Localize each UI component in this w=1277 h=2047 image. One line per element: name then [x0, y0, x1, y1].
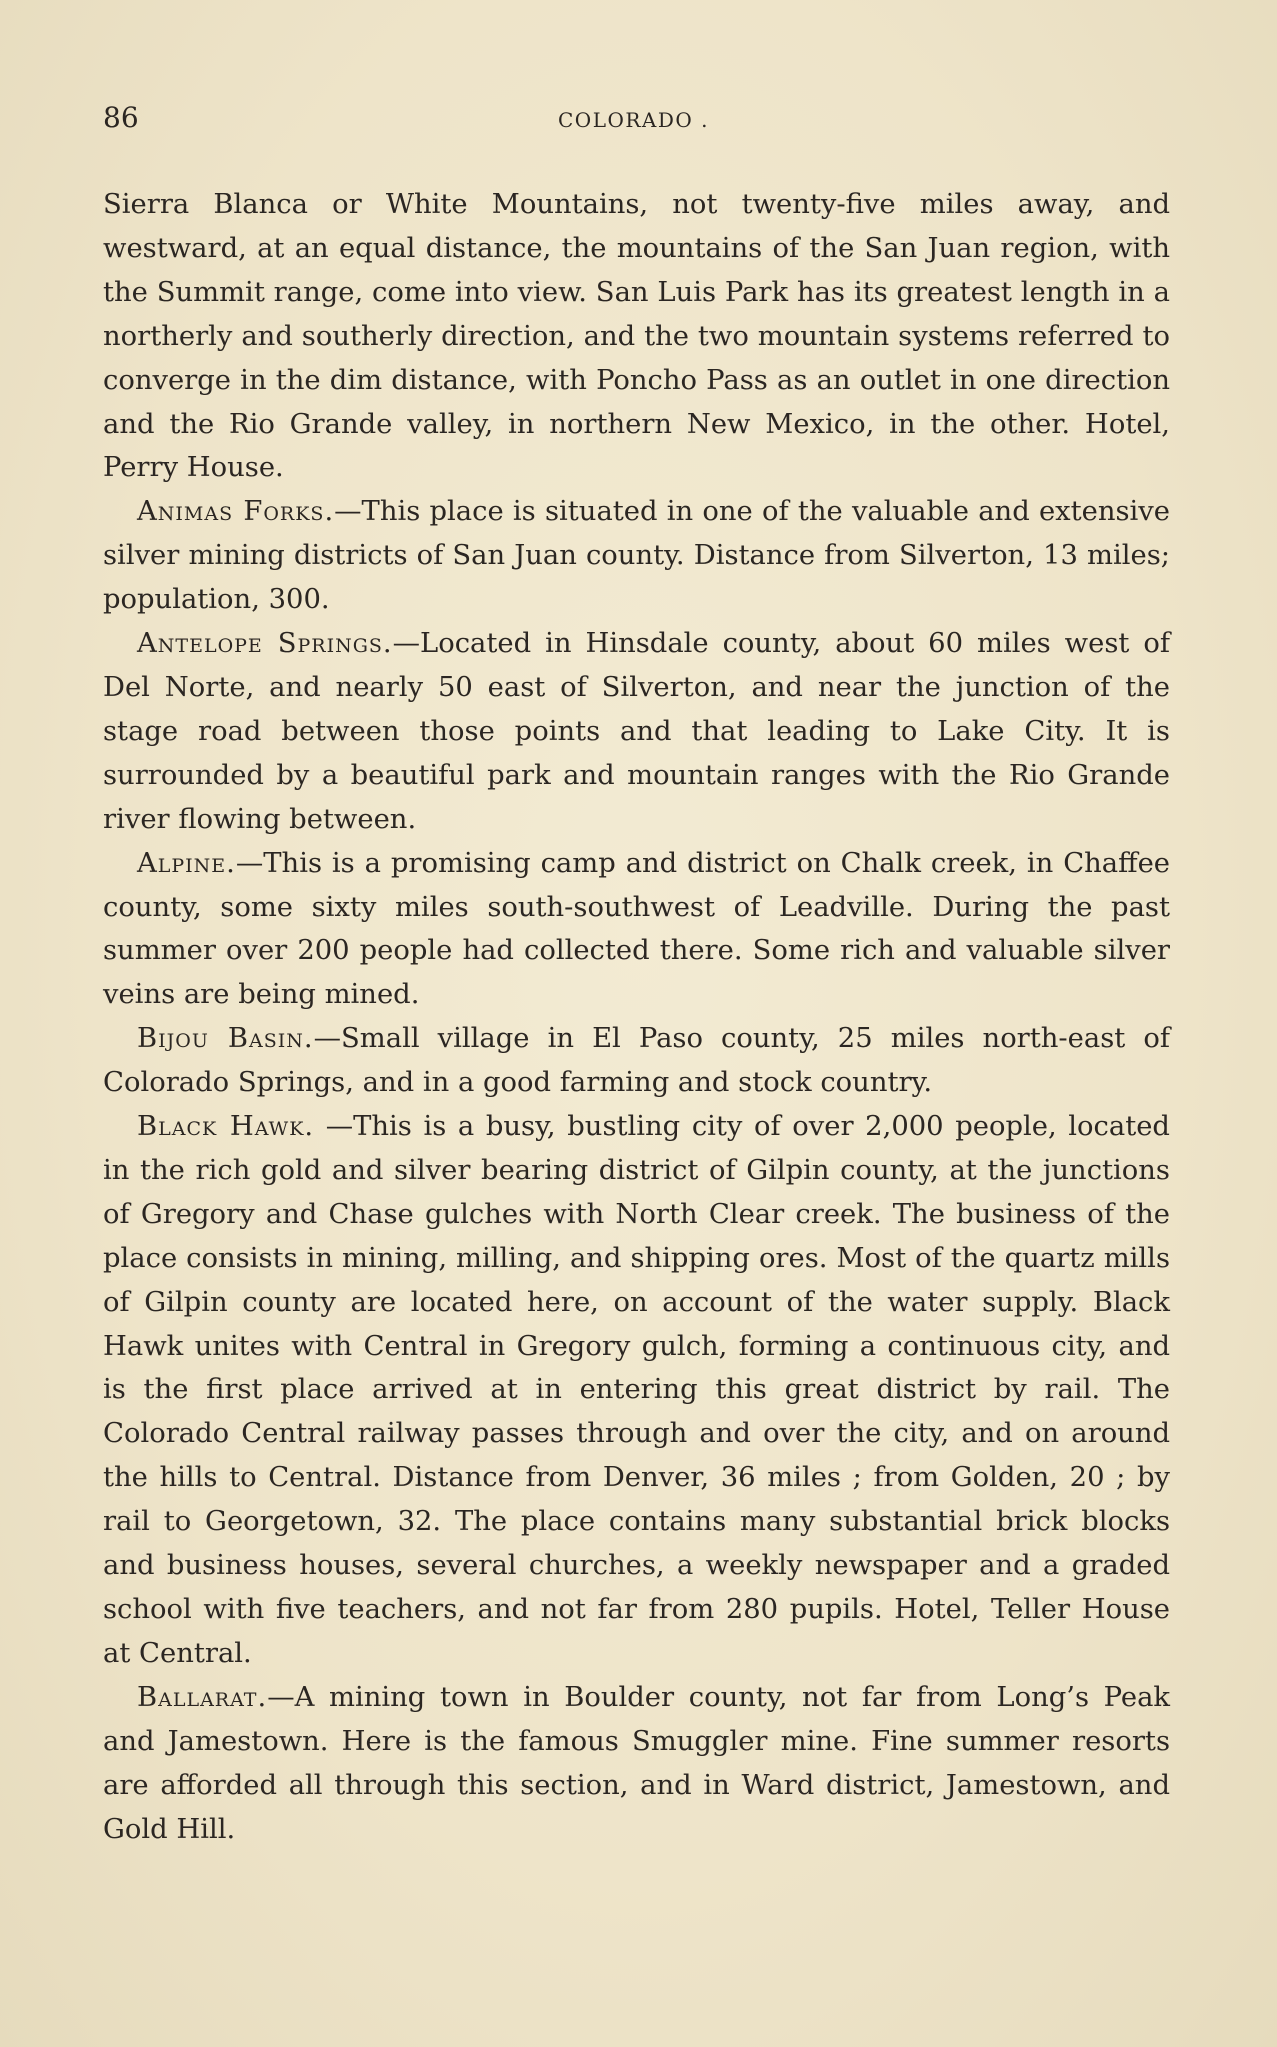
page-header: [103, 100, 1173, 140]
entry-text: —This is a promising camp and district on Chalk creek, in Chaffee county, some sixty miles south-southwest of Leadville. During the past summer over 200 people had collected there. Some rich and valuable silver veins are being mined.: [103, 847, 1170, 1011]
entry-text: —Small village in El Paso county, 25 miles north-east of Colorado Springs, and in a good farming and stock country.: [103, 1023, 1170, 1099]
entry-text: —This is a busy, bustling city of over 2,000 people, located in the rich gold and silver bearing district of Gilpin county, at the junctions of Gregory and Chase gulches with North Clear creek. The business of the place consists in mining, milling, and shipping ores. Most of the quartz mills of Gilpin county are located here, on account of the water supply. Black Hawk unites with Central in Gregory gulch, forming a continuous city, and is the first place arrived at in entering this great district by rail. The Colorado Central railway passes through and over the city, and on around the hills to Central. Distance from Denver, 36 miles ; from Golden, 20 ; by rail to Georgetown, 32. The place contains many substantial brick blocks and business houses, several churches, a weekly newspaper and a graded school with five teachers, and not far from 280 pupils. Hotel, Teller House at Central.: [103, 1111, 1170, 1669]
entry-animas-forks: [103, 490, 1170, 622]
entry-heading: Animas Forks.: [137, 496, 335, 528]
running-head: COLORADO .: [558, 108, 710, 132]
entry-heading: Antelope Springs.: [137, 628, 393, 660]
entry-text: —This place is situated in one of the valuable and extensive silver mining districts of San Juan county. Distance from Silverton, 13 miles; population, 300.: [103, 496, 1170, 616]
entry-heading: Alpine.: [137, 847, 236, 879]
entry-ballarat: [103, 1676, 1170, 1852]
entry-heading: Black Hawk.: [137, 1111, 315, 1143]
entry-heading: Bijou Basin.: [137, 1023, 314, 1055]
paragraph-text: Sierra Blanca or White Mountains, not twenty-five miles away, and westward, at an equal distance, the mountains of the San Juan region, with the Summit range, come into view. San Luis Park has its greatest length in a northerly and southerly direction, and the two mountain systems referred to converge in the dim distance, with Poncho Pass as an outlet in one direction and the Rio Grande valley, in northern New Mexico, in the other. Hotel, Perry House.: [103, 189, 1170, 484]
entry-alpine: [103, 842, 1170, 1018]
entry-text: —A mining town in Boulder county, not far from Long’s Peak and Jamestown. Here is the famous Smuggler mine. Fine summer resorts are afforded all through this section, and in Ward district, Jamestown, and Gold Hill.: [103, 1681, 1170, 1845]
body-text: [103, 183, 1170, 1851]
entry-black-hawk: [103, 1105, 1170, 1676]
entry-heading: Ballarat.: [137, 1681, 268, 1713]
entry-text: —Located in Hinsdale county, about 60 miles west of Del Norte, and nearly 50 east of Silverton, and near the junction of the stage road between those points and that leading to Lake City. It is surrounded by a beautiful park and mountain ranges with the Rio Grande river flowing between.: [103, 628, 1170, 835]
entry-bijou-basin: [103, 1017, 1170, 1105]
paragraph-continuation: [103, 183, 1170, 490]
page-number: 86: [103, 101, 139, 134]
entry-antelope-springs: [103, 622, 1170, 842]
